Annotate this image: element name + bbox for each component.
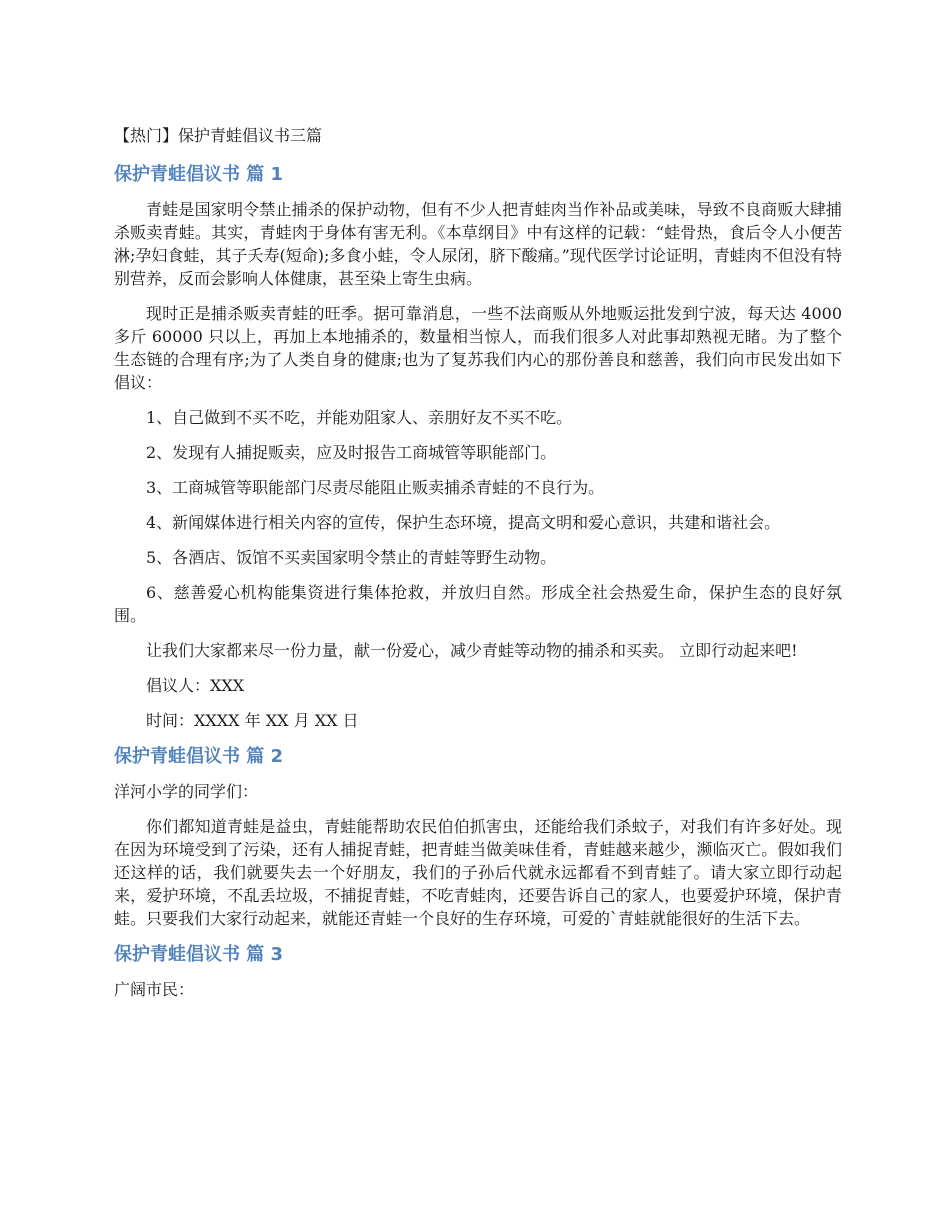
proposal-item-1: 1、自己做到不买不吃，并能劝阻家人、亲朋好友不买不吃。	[146, 408, 573, 427]
proposer-line: 倡议人：XXX	[146, 676, 245, 695]
proposal-item-2: 2、发现有人捕捉贩卖，应及时报告工商城管等职能部门。	[146, 443, 557, 462]
paragraph: 你们都知道青蛙是益虫，青蛙能帮助农民伯伯抓害虫，还能给我们杀蚊子，对我们有许多好处。现在因为环境受到了污染，还有人捕捉青蛙，把青蛙当做美味佳肴，青蛙越来越少，濒临灭亡。假如我们还这样的话，我们就要失去一个好朋友，我们的子孙后代就永远都看不到青蛙了。请大家立即行动起来，爱护环境，不乱丢垃圾，不捕捉青蛙，不吃青蛙肉，还要告诉自己的家人，也要爱护环境，保护青蛙。只要我们大家行动起来，就能还青蛙一个良好的生存环境，可爱的`青蛙就能很好的生活下去。	[114, 817, 842, 928]
proposal-item-3: 3、工商城管等职能部门尽责尽能阻止贩卖捕杀青蛙的不良行为。	[146, 478, 605, 497]
closing-paragraph: 让我们大家都来尽一份力量，献一份爱心，减少青蛙等动物的捕杀和买卖。 立即行动起来吧!	[146, 641, 798, 660]
document-title: 【热门】保护青蛙倡议书三篇	[114, 126, 323, 145]
proposal-item-6: 6、慈善爱心机构能集资进行集体抢救，并放归自然。形成全社会热爱生命，保护生态的良好氛围。	[114, 583, 842, 625]
salutation: 洋河小学的同学们：	[114, 782, 259, 801]
salutation: 广阔市民：	[114, 980, 195, 999]
document-page	[114, 124, 842, 1013]
date-line: 时间：XXXX 年 XX 月 XX 日	[146, 711, 359, 730]
section-heading-3: 保护青蛙倡议书 篇 3	[114, 944, 284, 965]
paragraph: 青蛙是国家明令禁止捕杀的保护动物，但有不少人把青蛙肉当作补品或美味，导致不良商贩大肆捕杀贩卖青蛙。其实，青蛙肉于身体有害无利。《本草纲目》中有这样的记载：“蛙骨热，食后令人小便苦淋;孕妇食蛙，其子夭寿(短命);多食小蛙，令人尿闭，脐下酸痛。”现代医学讨论证明，青蛙肉不但没有特别营养，反而会影响人体健康，甚至染上寄生虫病。	[114, 200, 842, 288]
proposal-item-5: 5、各酒店、饭馆不买卖国家明令禁止的青蛙等野生动物。	[146, 548, 557, 567]
section-heading-1: 保护青蛙倡议书 篇 1	[114, 164, 284, 185]
section-heading-2: 保护青蛙倡议书 篇 2	[114, 746, 284, 767]
paragraph: 现时正是捕杀贩卖青蛙的旺季。据可靠消息，一些不法商贩从外地贩运批发到宁波，每天达 4000 多斤 60000 只以上，再加上本地捕杀的，数量相当惊人，而我们很多人对此事却熟视无睹。为了整个生态链的合理有序;为了人类自身的健康;也为了复苏我们内心的那份善良和慈善，我们向市民发出如下倡议：	[114, 304, 842, 392]
proposal-item-4: 4、新闻媒体进行相关内容的宣传，保护生态环境，提高文明和爱心意识，共建和谐社会。	[146, 513, 781, 532]
